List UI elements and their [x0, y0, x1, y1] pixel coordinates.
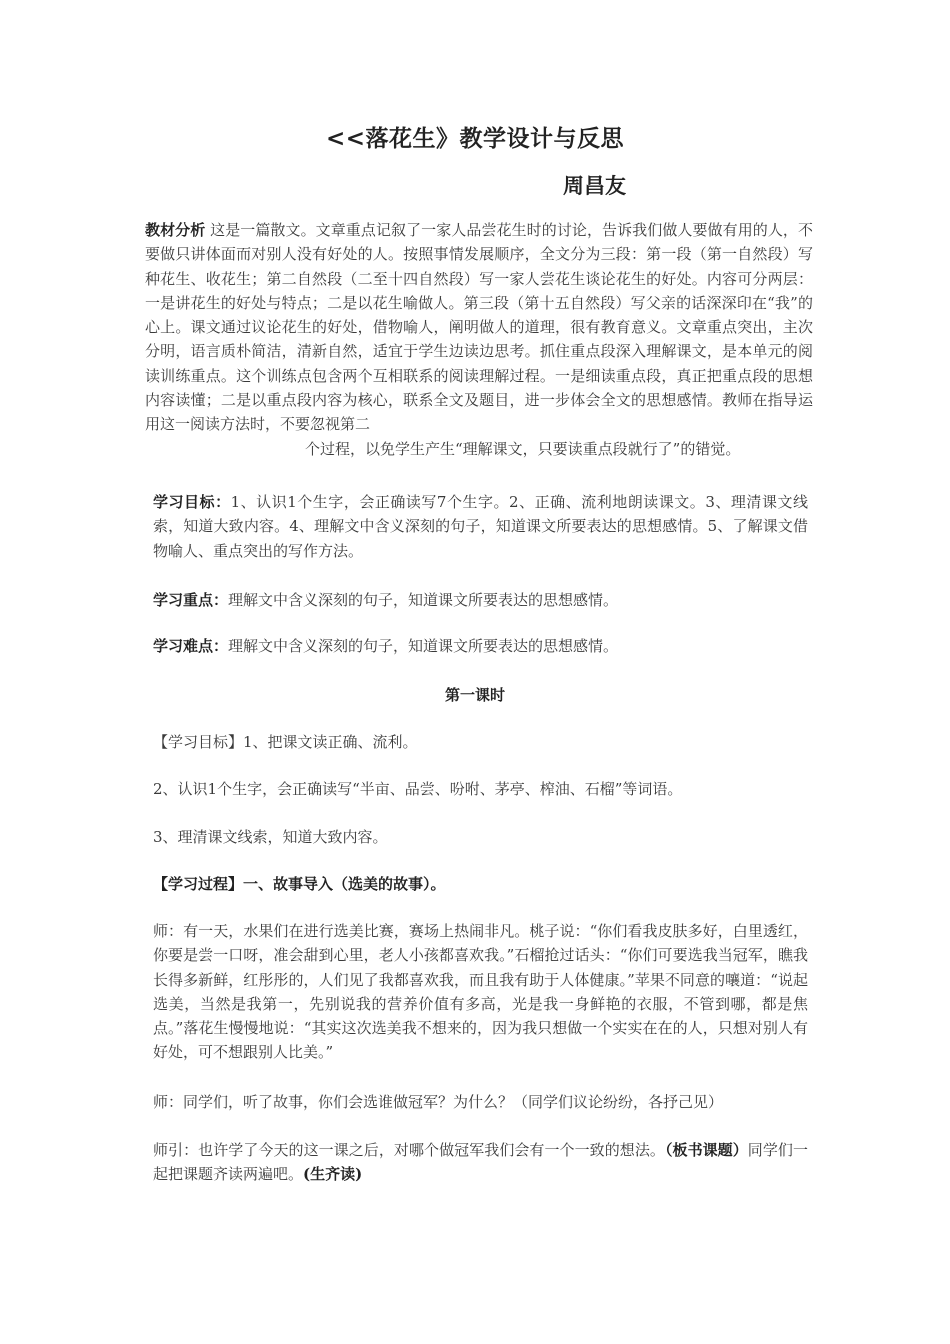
guide-bold-read: (生齐读) [303, 1165, 363, 1184]
analysis-text: 这是一篇散文。文章重点记叙了一家人品尝花生时的讨论，告诉我们做人要做有用的人，不要做只讲体面而对别人没有好处的人。按照事情发展顺序，全文分为三段：第一段（第一自然段）写种花生、收花生；第二自然段（二至十四自然段）写一家人尝花生谈论花生的好处。内容可分两层：一是讲花生的好处与特点；二是以花生喻做人。第三段（第十五自然段）写父亲的话深深印在“我”的心上。课文通过议论花生的好处，借物喻人，阐明做人的道理，很有教育意义。文章重点突出，主次分明，语言质朴简洁，清新自然，适宜于学生边读边思考。抓住重点段深入理解课文，是本单元的阅读训练重点。这个训练点包含两个互相联系的阅读理解过程。一是细读重点段，真正把重点段的思想内容读懂；二是以重点段内容为核心，联系全文及题目，进一步体会全文的思想感情。教师在指导运用这一阅读方法时，不要忽视第二 [145, 221, 813, 434]
process-heading: 【学习过程】一、故事导入（选美的故事）。 [153, 875, 446, 893]
story-paragraph: 师：有一天，水果们在进行选美比赛，赛场上热闹非凡。桃子说：“你们看我皮肤多好，白里透红，你要是尝一口呀，准会甜到心里，老人小孩都喜欢我。”石榴抢过话头：“你们可要选我当冠军，瞧我长得多新鲜，红彤彤的，人们见了我都喜欢我，而且我有助于人体健康。”苹果不同意的嚷道：“说起选美，当然是我第一，先别说我的营养价值有多高，光是我一身鲜艳的衣服，不管到哪，都是焦点。”落花生慢慢地说：“其实这次选美我不想来的，因为我只想做一个实实在在的人，只想对别人有好处，可不想跟别人比美。” [153, 922, 808, 1062]
lesson-heading: 第一课时 [444, 686, 505, 704]
lesson-goal-line-2: 2、认识1个生字，会正确读写“半亩、品尝、吩咐、茅亭、榨油、石榴”等词语。 [153, 780, 683, 798]
author-name: 周昌友 [563, 173, 626, 198]
lesson-goal-line-3: 3、理清课文线索，知道大致内容。 [153, 828, 388, 846]
guide-text: 师引：也许学了今天的这一课之后，对哪个做冠军我们会有一个一致的想法。 [153, 1141, 665, 1159]
key-point-paragraph [153, 588, 808, 612]
guide-bold-board: （板书课题） [664, 1141, 748, 1159]
page-title: <<落花生》教学设计与反思 [325, 125, 625, 152]
guide-paragraph [153, 1138, 808, 1187]
goals-text: 1、认识1个生字，会正确读写7个生字。2、正确、流利地朗读课文。3、理清课文线索，知道大致内容。4、理解文中含义深刻的句子，知道课文所要表达的思想感情。5、了解课文借物喻人、重点突出的写作方法。 [153, 493, 808, 560]
analysis-last-line: 个过程，以免学生产生“理解课文，只要读重点段就行了”的错觉。 [305, 439, 741, 458]
question-paragraph: 师：同学们，听了故事，你们会选谁做冠军？为什么？（同学们议论纷纷，各抒己见） [153, 1093, 724, 1111]
key-point-text: 理解文中含义深刻的句子，知道课文所要表达的思想感情。 [228, 591, 619, 609]
difficulty-text: 理解文中含义深刻的句子，知道课文所要表达的思想感情。 [228, 637, 619, 655]
difficulty-label: 学习难点： [153, 637, 229, 655]
analysis-label: 教材分析 [145, 221, 206, 239]
key-point-label: 学习重点： [153, 591, 229, 609]
goals-paragraph [153, 490, 808, 563]
lesson-goal-line-1: 【学习目标】1、把课文读正确、流利。 [153, 733, 418, 751]
analysis-paragraph [145, 218, 813, 461]
goals-label: 学习目标： [153, 493, 231, 511]
guide-text-2: 同学们一起把课题齐读两遍吧。 [153, 1141, 808, 1184]
difficulty-paragraph [153, 634, 808, 658]
